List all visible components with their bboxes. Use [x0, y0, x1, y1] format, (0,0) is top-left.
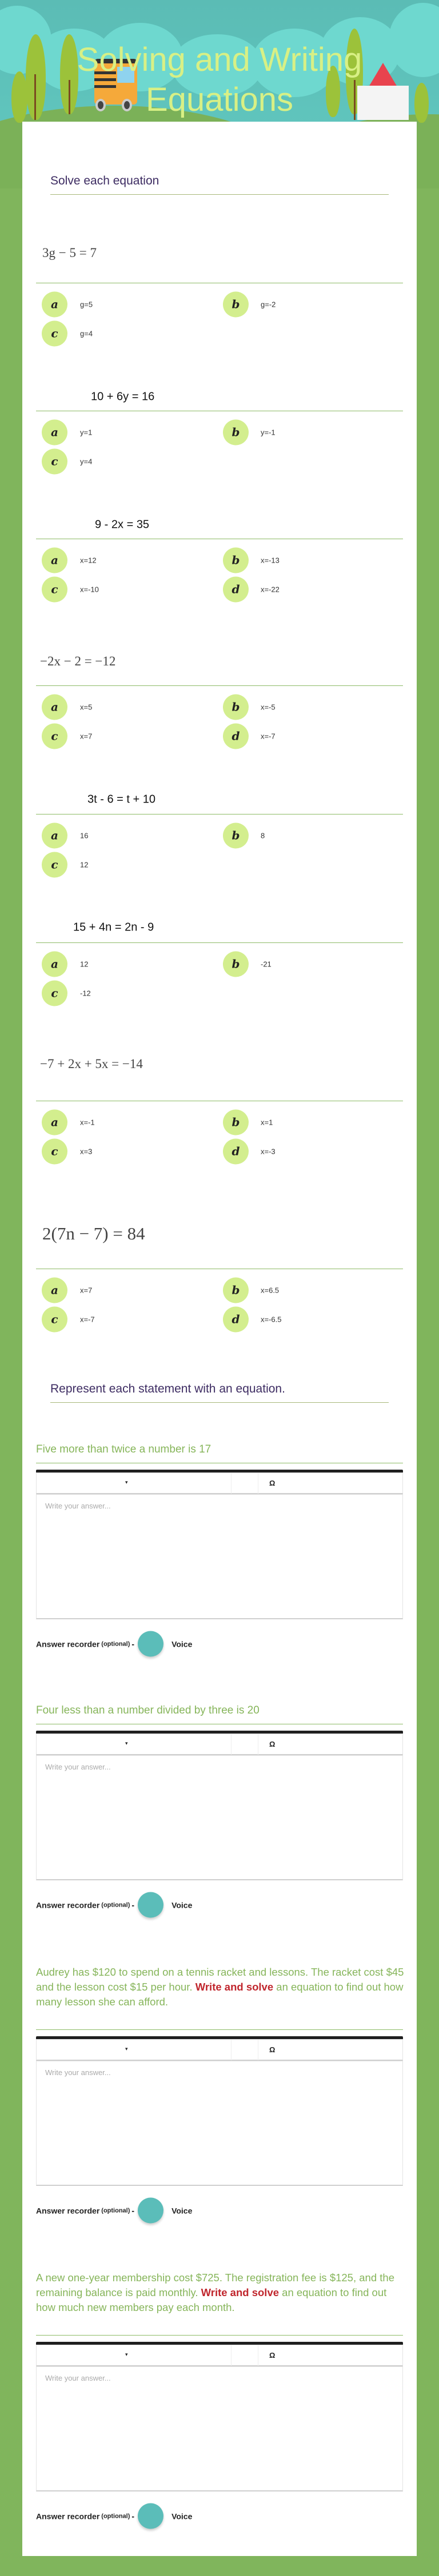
option-text[interactable]: x=-13	[261, 556, 280, 565]
recorder-dash: -	[131, 1900, 135, 1909]
section-divider	[50, 194, 389, 195]
option-letter-badge[interactable]: c	[42, 852, 67, 878]
question-divider	[36, 942, 403, 943]
question-text-part: an equation to find out how many lesson she can afford.	[36, 1981, 404, 2008]
option-text[interactable]: x=12	[80, 556, 97, 565]
option-text[interactable]: x=-7	[80, 1315, 95, 1324]
recorder-optional-label: (optional)	[101, 2513, 130, 2519]
equation-text: 9 - 2x = 35	[95, 518, 150, 531]
voice-label[interactable]: Voice	[171, 2206, 193, 2215]
option-letter-badge[interactable]: a	[42, 952, 67, 977]
option-letter-badge[interactable]: b	[223, 292, 249, 318]
option-text[interactable]: 8	[261, 831, 265, 840]
answer-input[interactable]	[36, 2366, 403, 2491]
question-text-part: an equation to find out how much new members pay each month.	[36, 2286, 387, 2313]
special-character-icon[interactable]: Ω	[269, 1479, 276, 1487]
answer-recorder	[36, 2198, 192, 2224]
option-text[interactable]: x=-1	[80, 1118, 95, 1127]
recorder-dash: -	[131, 1639, 135, 1648]
option-text[interactable]: x=-5	[261, 703, 276, 712]
toolbar-divider	[231, 2345, 232, 2366]
equation-text: 10 + 6y = 16	[91, 390, 155, 403]
option-letter-badge[interactable]: a	[42, 1110, 67, 1135]
option-letter-badge[interactable]: c	[42, 1139, 67, 1165]
answer-editor	[36, 1731, 403, 1880]
format-dropdown-icon[interactable]: ▾	[125, 1740, 128, 1746]
option-letter-badge[interactable]: d	[223, 577, 249, 603]
option-letter-badge[interactable]: b	[223, 695, 249, 720]
option-letter-badge[interactable]: b	[223, 952, 249, 977]
option-text[interactable]: x=-6.5	[261, 1315, 282, 1324]
answer-recorder	[36, 1631, 192, 1657]
option-letter-badge[interactable]: c	[42, 449, 67, 475]
answer-editor	[36, 2342, 403, 2491]
editor-toolbar	[36, 2345, 403, 2366]
option-text[interactable]: x=3	[80, 1147, 93, 1156]
recorder-label: Answer recorder	[36, 2206, 100, 2215]
option-letter-badge[interactable]: c	[42, 321, 67, 347]
voice-record-button[interactable]	[138, 1892, 163, 1918]
option-letter-badge[interactable]: c	[42, 981, 67, 1006]
option-letter-badge[interactable]: a	[42, 420, 67, 446]
option-text[interactable]: x=6.5	[261, 1286, 280, 1295]
question-divider	[36, 2029, 403, 2030]
option-text[interactable]: 12	[80, 860, 89, 869]
option-letter-badge[interactable]: a	[42, 548, 67, 573]
voice-label[interactable]: Voice	[171, 2511, 193, 2521]
answer-input[interactable]	[36, 2061, 403, 2186]
answer-editor	[36, 1470, 403, 1619]
editor-toolbar	[36, 1734, 403, 1755]
equation-text: −7 + 2x + 5x = −14	[40, 1057, 143, 1071]
option-text[interactable]: g=-2	[261, 300, 276, 309]
section-title-solve: Solve each equation	[50, 174, 159, 187]
option-text[interactable]: 16	[80, 831, 89, 840]
voice-label[interactable]: Voice	[171, 1900, 193, 1909]
answer-recorder	[36, 2503, 192, 2529]
question-divider	[36, 2335, 403, 2336]
voice-record-button[interactable]	[138, 1631, 163, 1657]
answer-placeholder: Write your answer...	[45, 2068, 111, 2077]
special-character-icon[interactable]: Ω	[269, 1740, 276, 1748]
option-letter-badge[interactable]: d	[223, 1139, 249, 1165]
format-dropdown-icon[interactable]: ▾	[125, 1479, 128, 1485]
option-letter-badge[interactable]: a	[42, 292, 67, 318]
option-text[interactable]: x=-3	[261, 1147, 276, 1156]
option-letter-badge[interactable]: b	[223, 1278, 249, 1303]
recorder-label: Answer recorder	[36, 1639, 100, 1648]
recorder-dash: -	[131, 2206, 135, 2215]
option-text[interactable]: y=-1	[261, 428, 276, 437]
recorder-optional-label: (optional)	[101, 1640, 130, 1647]
question-text: Five more than twice a number is 17	[36, 1443, 211, 1455]
voice-record-button[interactable]	[138, 2198, 163, 2224]
question-text-part: A new one-year membership cost $725. The registration fee is $125, and the remaining balance is paid monthly.	[36, 2272, 394, 2298]
format-dropdown-icon[interactable]: ▾	[125, 2046, 128, 2052]
format-dropdown-icon[interactable]: ▾	[125, 2352, 128, 2357]
option-letter-badge[interactable]: a	[42, 695, 67, 720]
worksheet-card	[22, 122, 417, 2556]
special-character-icon[interactable]: Ω	[269, 2351, 276, 2360]
option-letter-badge[interactable]: a	[42, 1278, 67, 1303]
option-text[interactable]: x=5	[80, 703, 93, 712]
question-text	[36, 1965, 408, 2009]
equation-text: −2x − 2 = −12	[40, 654, 116, 668]
page-title	[0, 40, 439, 120]
section-title-represent: Represent each statement with an equation.	[50, 1382, 285, 1395]
option-text[interactable]: x=-10	[80, 585, 99, 594]
equation-text: 3g − 5 = 7	[42, 246, 97, 260]
option-text[interactable]: x=7	[80, 1286, 93, 1295]
option-letter-badge[interactable]: d	[223, 724, 249, 749]
option-text[interactable]: x=-22	[261, 585, 280, 594]
title-line-2: Equations	[146, 81, 293, 118]
recorder-optional-label: (optional)	[101, 1901, 130, 1908]
emphasis-text: Write and solve	[195, 1981, 274, 1993]
emphasis-text: Write and solve	[201, 2286, 280, 2298]
option-letter-badge[interactable]: b	[223, 420, 249, 446]
option-letter-badge[interactable]: d	[223, 1307, 249, 1333]
option-text[interactable]: -12	[80, 989, 91, 998]
option-text[interactable]: 12	[80, 960, 89, 969]
question-text	[36, 2270, 408, 2315]
toolbar-divider	[231, 1734, 232, 1755]
option-text[interactable]: y=1	[80, 428, 93, 437]
question-text: Four less than a number divided by three is 20	[36, 1704, 260, 1716]
voice-label[interactable]: Voice	[171, 1639, 193, 1648]
option-letter-badge[interactable]: a	[42, 823, 67, 849]
equation-text: 2(7n − 7) = 84	[42, 1223, 145, 1243]
recorder-optional-label: (optional)	[101, 2207, 130, 2214]
special-character-icon[interactable]: Ω	[269, 2045, 276, 2054]
option-text[interactable]: y=4	[80, 457, 93, 466]
recorder-label: Answer recorder	[36, 2511, 100, 2521]
answer-editor	[36, 2036, 403, 2186]
option-letter-badge[interactable]: c	[42, 1307, 67, 1333]
equation-text: 15 + 4n = 2n - 9	[73, 921, 154, 934]
recorder-label: Answer recorder	[36, 1900, 100, 1909]
option-letter-badge[interactable]: c	[42, 577, 67, 603]
option-text[interactable]: x=1	[261, 1118, 273, 1127]
recorder-dash: -	[131, 2511, 135, 2521]
answer-input[interactable]	[36, 1494, 403, 1619]
option-letter-badge[interactable]: c	[42, 724, 67, 749]
equation-text: 3t - 6 = t + 10	[87, 793, 155, 806]
option-text[interactable]: x=-7	[261, 732, 276, 741]
option-letter-badge[interactable]: b	[223, 823, 249, 849]
answer-placeholder: Write your answer...	[45, 1763, 111, 1771]
toolbar-divider	[231, 1473, 232, 1494]
option-text[interactable]: -21	[261, 960, 272, 969]
section-divider	[50, 1402, 389, 1403]
title-line-1: Solving and Writing	[77, 41, 362, 78]
voice-record-button[interactable]	[138, 2503, 163, 2529]
question-divider	[36, 685, 403, 686]
answer-recorder	[36, 1892, 192, 1918]
question-text-part: Audrey has $120 to spend on a tennis racket and lessons. The racket cost $45 and the lesson cost $15 per hour.	[36, 1966, 404, 1993]
answer-input[interactable]	[36, 1755, 403, 1880]
option-text[interactable]: x=7	[80, 732, 93, 741]
editor-toolbar	[36, 2039, 403, 2061]
option-text[interactable]: g=4	[80, 329, 93, 338]
answer-placeholder: Write your answer...	[45, 2374, 111, 2382]
option-letter-badge[interactable]: b	[223, 1110, 249, 1135]
answer-placeholder: Write your answer...	[45, 1502, 111, 1510]
toolbar-divider	[231, 2040, 232, 2060]
option-text[interactable]: g=5	[80, 300, 93, 309]
option-letter-badge[interactable]: b	[223, 548, 249, 573]
editor-toolbar	[36, 1472, 403, 1494]
